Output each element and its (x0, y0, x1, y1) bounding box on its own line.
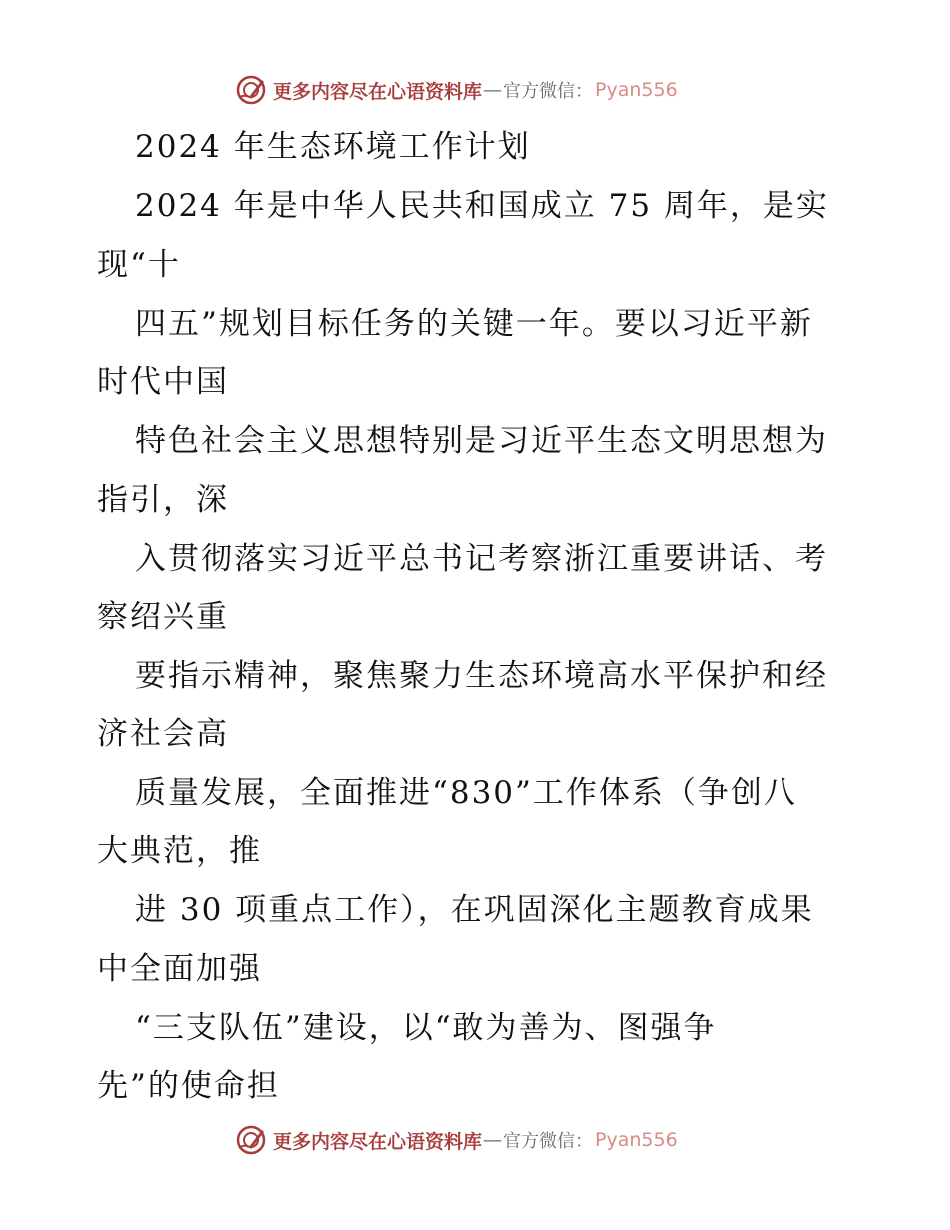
body-line: 大典范，推 (97, 833, 262, 869)
body-line: 2024 年是中华人民共和国成立 75 周年，是实 (135, 188, 829, 224)
body-line: 四五”规划目标任务的关键一年。要以习近平新 (135, 306, 813, 342)
pen-logo-icon (235, 74, 267, 106)
body-line: “三支队伍”建设，以“敢为善为、图强争 (135, 1010, 717, 1046)
body-line: 进 30 项重点工作），在巩固深化主题教育成果 (135, 892, 814, 928)
watermark-wechat-id: Pyan556 (595, 79, 678, 101)
pen-logo-icon (235, 1124, 267, 1156)
watermark-text: 更多内容尽在心语资料库 (273, 1130, 483, 1153)
body-line: 济社会高 (97, 716, 229, 752)
body-line: 现“十 (97, 247, 181, 283)
body-line: 先”的使命担 (97, 1068, 280, 1104)
watermark-header (235, 72, 678, 108)
body-line: 时代中国 (97, 364, 229, 400)
watermark-wechat-id: Pyan556 (595, 1129, 678, 1151)
body-line: 入贯彻落实习近平总书记考察浙江重要讲话、考 (135, 541, 828, 577)
watermark-label: 官方微信： (503, 81, 594, 102)
body-line: 中全面加强 (97, 951, 262, 987)
watermark-dash: — (483, 79, 503, 101)
watermark-text: 更多内容尽在心语资料库 (273, 80, 483, 103)
body-line: 察绍兴重 (97, 599, 229, 635)
body-line: 质量发展，全面推进“830”工作体系（争创八 (135, 775, 797, 811)
watermark-dash: — (483, 1129, 503, 1151)
watermark-footer (235, 1122, 678, 1158)
body-line: 指引，深 (97, 482, 229, 518)
watermark-label: 官方微信： (503, 1131, 594, 1152)
body-line: 要指示精神，聚焦聚力生态环境高水平保护和经 (135, 658, 828, 694)
document-title: 2024 年生态环境工作计划 (135, 129, 531, 165)
body-line: 特色社会主义思想特别是习近平生态文明思想为 (135, 423, 828, 459)
